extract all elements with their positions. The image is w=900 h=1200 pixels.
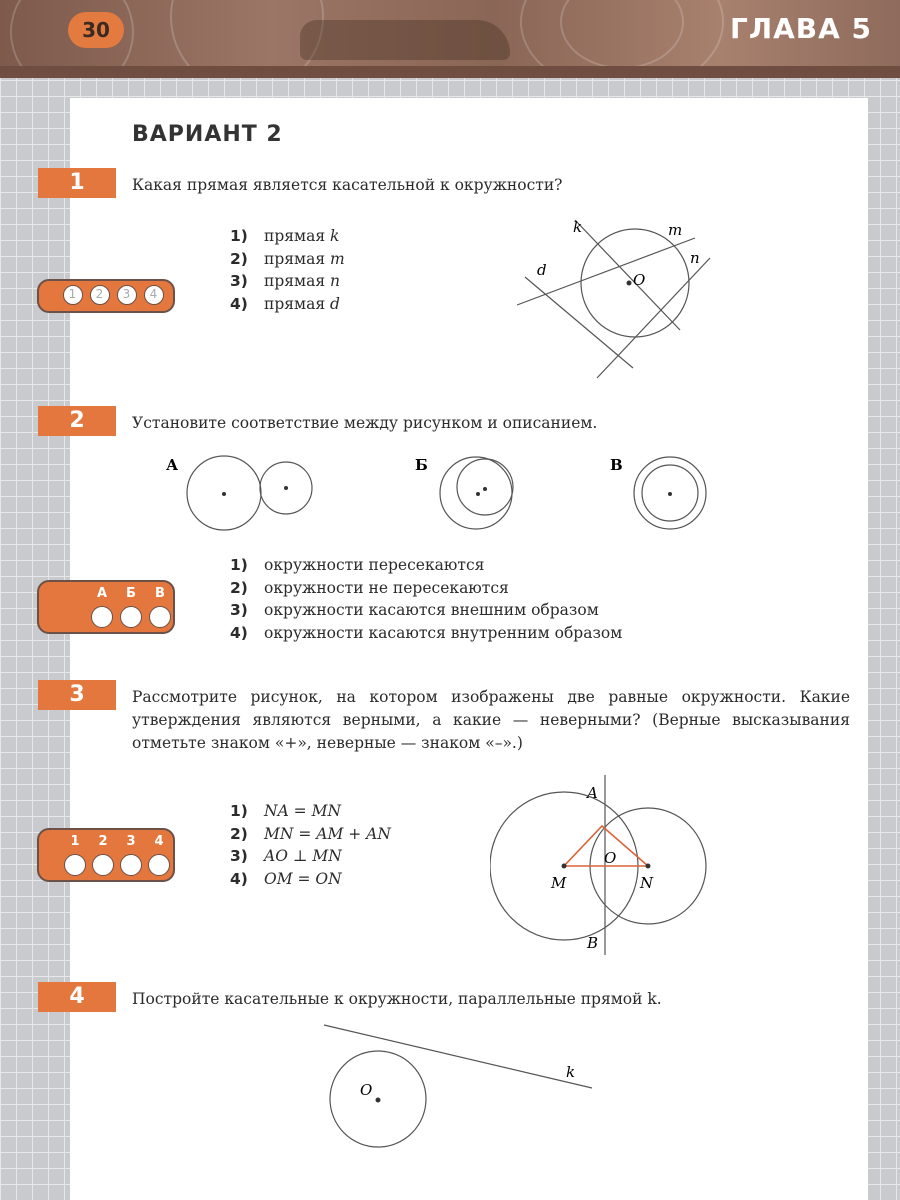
option-text: окружности касаются внешним образом bbox=[264, 601, 599, 619]
center-point bbox=[476, 492, 480, 496]
task-2-question: Установите соответствие между рисунком и описанием. bbox=[132, 414, 598, 432]
option-text: OM = ON bbox=[264, 869, 342, 888]
task-3-figure bbox=[490, 770, 720, 960]
answer-input-B[interactable] bbox=[120, 606, 142, 628]
label-k: k bbox=[573, 218, 583, 236]
center-point bbox=[627, 281, 632, 286]
task-2-figures bbox=[160, 450, 740, 540]
answer-input-3[interactable] bbox=[120, 854, 142, 876]
label-center-O: O bbox=[633, 271, 646, 289]
option bbox=[230, 800, 391, 823]
option-variable: d bbox=[330, 294, 340, 313]
option bbox=[230, 845, 391, 868]
label-O: O bbox=[604, 849, 617, 867]
option-number: 3) bbox=[230, 601, 248, 619]
option-text: прямая bbox=[264, 249, 331, 268]
page-number: 30 bbox=[68, 12, 124, 48]
task-number-1: 1 bbox=[38, 168, 116, 198]
task-4-question: Постройте касательные к окружности, параллельные прямой k. bbox=[132, 990, 662, 1008]
answer-input-1[interactable] bbox=[64, 854, 86, 876]
answer-choice-3[interactable] bbox=[117, 285, 137, 305]
option-text: прямая bbox=[264, 227, 331, 245]
option-number: 2) bbox=[230, 249, 248, 268]
task-1-options bbox=[230, 225, 345, 315]
option-text: окружности касаются внутренним образом bbox=[264, 623, 623, 642]
chapter-header bbox=[0, 0, 900, 78]
option-text: прямая bbox=[264, 294, 331, 313]
option-variable: k bbox=[330, 227, 340, 245]
option bbox=[230, 248, 345, 271]
label-A: A bbox=[587, 784, 598, 802]
option-number: 3) bbox=[230, 272, 248, 290]
center-point bbox=[222, 492, 226, 496]
answer-label-A: А bbox=[96, 586, 108, 601]
answer-choice-2[interactable] bbox=[90, 285, 110, 305]
choice-digit: 4 bbox=[149, 287, 158, 301]
task-1-answer-box bbox=[37, 279, 175, 313]
task-number-4: 4 bbox=[38, 982, 116, 1012]
option bbox=[230, 293, 345, 316]
option-text: окружности пересекаются bbox=[264, 556, 485, 574]
option-number: 2) bbox=[230, 824, 248, 843]
task-1-question: Какая прямая является касательной к окружности? bbox=[132, 176, 563, 194]
line-d bbox=[525, 277, 633, 368]
label-center-O: O bbox=[360, 1081, 373, 1099]
answer-label-V: В bbox=[155, 586, 165, 601]
choice-digit: 3 bbox=[122, 287, 131, 301]
option-number: 4) bbox=[230, 869, 248, 888]
answer-choice-4[interactable] bbox=[144, 285, 164, 305]
answer-choice-1[interactable] bbox=[63, 285, 83, 305]
option-text: NA = MN bbox=[264, 802, 342, 820]
task-3-question: Рассмотрите рисунок, на котором изображены две равные окружности. Какие утверждения являются верными, а какие — неверными? (Верные высказывания отметьте знаком «+», неверные — знаком «–».) bbox=[132, 688, 850, 752]
task-2-answer-box bbox=[37, 580, 175, 634]
option bbox=[230, 577, 622, 600]
option-text: окружности не пересекаются bbox=[264, 578, 509, 597]
option-variable: m bbox=[330, 249, 345, 268]
figure-label-B: Б bbox=[415, 456, 428, 474]
option-variable: n bbox=[330, 272, 341, 290]
task-3-answer-box bbox=[37, 828, 175, 882]
circle-B1 bbox=[440, 457, 512, 529]
option-number: 1) bbox=[230, 227, 248, 245]
variant-title: ВАРИАНТ 2 bbox=[132, 122, 283, 147]
label-M: M bbox=[551, 874, 567, 892]
option-number: 2) bbox=[230, 578, 248, 597]
option-number: 1) bbox=[230, 802, 248, 820]
line-n bbox=[597, 258, 710, 378]
figure-label-V: В bbox=[610, 456, 623, 474]
answer-input-A[interactable] bbox=[91, 606, 113, 628]
task-3-options bbox=[230, 800, 391, 890]
answer-input-V[interactable] bbox=[149, 606, 171, 628]
header-band bbox=[0, 66, 900, 78]
option bbox=[230, 823, 391, 846]
center-point bbox=[483, 487, 487, 491]
task-4-figure bbox=[310, 1015, 610, 1160]
option-number: 1) bbox=[230, 556, 248, 574]
option-text: AO ⊥ MN bbox=[264, 847, 342, 865]
option-number: 3) bbox=[230, 847, 248, 865]
answer-input-2[interactable] bbox=[92, 854, 114, 876]
label-n: n bbox=[690, 249, 700, 267]
option bbox=[230, 868, 391, 891]
line-k bbox=[324, 1025, 592, 1088]
option bbox=[230, 270, 345, 293]
label-k: k bbox=[566, 1063, 576, 1081]
figure-label-A: А bbox=[166, 456, 179, 474]
option-text: MN = AM + AN bbox=[264, 824, 391, 843]
point-N bbox=[646, 864, 651, 869]
label-N: N bbox=[640, 874, 654, 892]
answer-label-2: 2 bbox=[98, 834, 108, 849]
option-number: 4) bbox=[230, 623, 248, 642]
answer-label-4: 4 bbox=[154, 834, 164, 849]
center-point bbox=[376, 1098, 381, 1103]
choice-digit: 2 bbox=[95, 287, 104, 301]
task-2-options bbox=[230, 554, 622, 644]
option bbox=[230, 554, 622, 577]
option-number: 4) bbox=[230, 294, 248, 313]
task-1-figure bbox=[505, 210, 725, 385]
answer-label-3: 3 bbox=[126, 834, 136, 849]
task-number-3: 3 bbox=[38, 680, 116, 710]
chapter-title: ГЛАВА 5 bbox=[729, 12, 872, 45]
point-M bbox=[562, 864, 567, 869]
label-B: B bbox=[587, 934, 599, 952]
answer-label-1: 1 bbox=[70, 834, 80, 849]
center-point bbox=[668, 492, 672, 496]
answer-input-4[interactable] bbox=[148, 854, 170, 876]
answer-label-B: Б bbox=[126, 586, 136, 601]
task-number-2: 2 bbox=[38, 406, 116, 436]
label-d: d bbox=[537, 261, 547, 279]
choice-digit: 1 bbox=[68, 287, 77, 301]
center-point bbox=[284, 486, 288, 490]
car-illustration bbox=[300, 20, 510, 60]
label-m: m bbox=[668, 221, 683, 239]
option bbox=[230, 622, 622, 645]
option-text: прямая bbox=[264, 272, 331, 290]
option bbox=[230, 599, 622, 622]
option bbox=[230, 225, 345, 248]
